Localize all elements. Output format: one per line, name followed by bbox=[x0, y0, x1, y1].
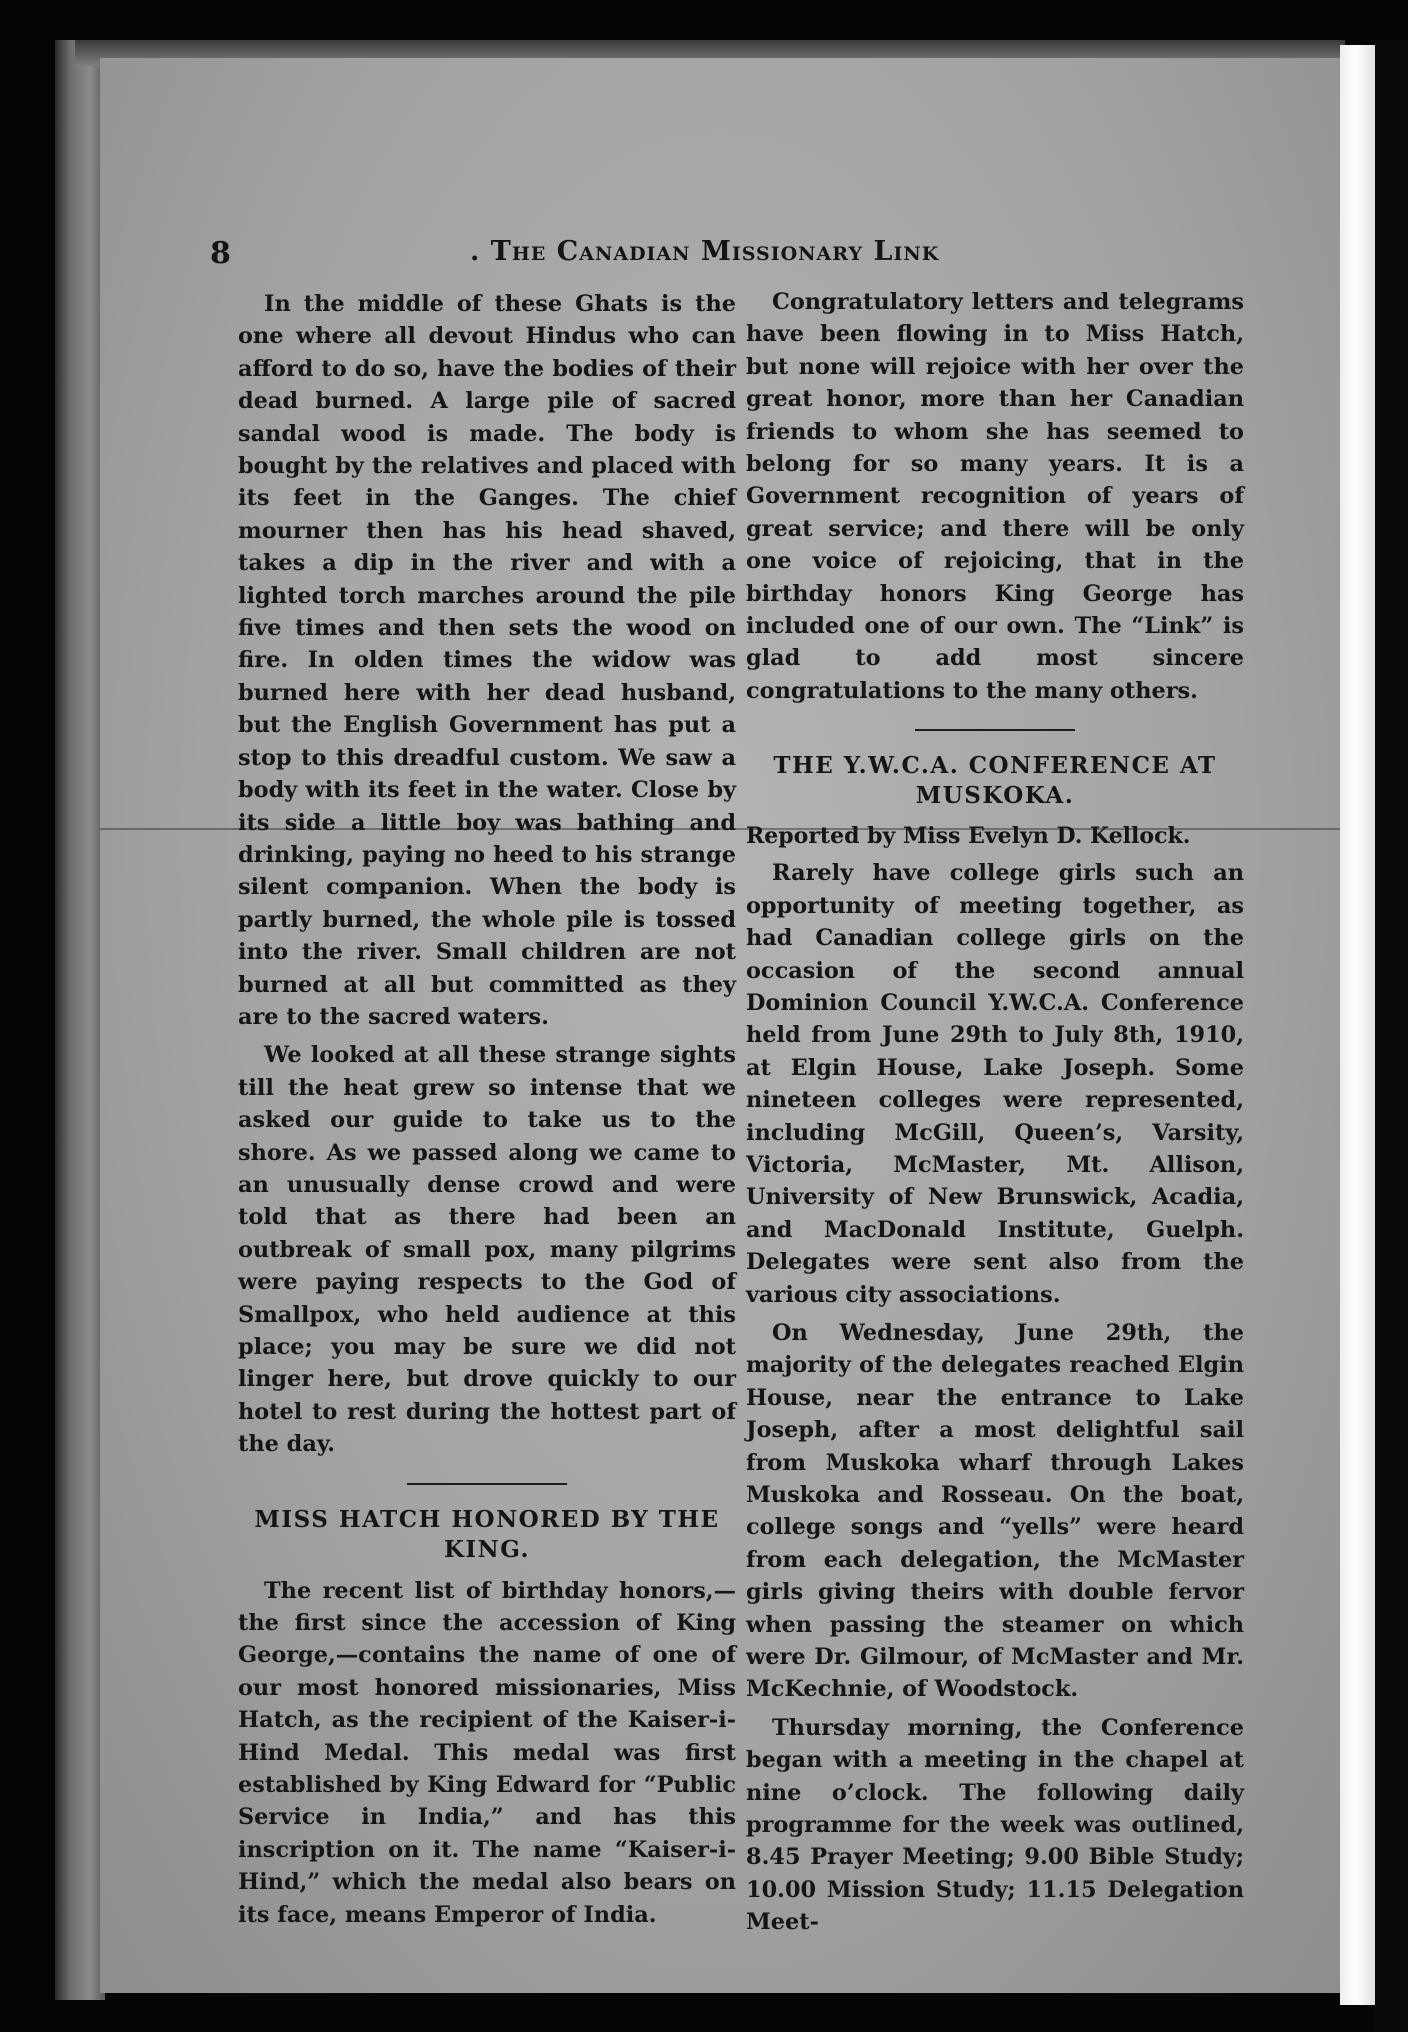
paragraph: Thursday morning, the Conference began with a meeting in the chapel at nine o’clock. The following daily programme for the week was outlined, 8.45 Prayer Meeting; 9.00 Bible Study; 10.00 Mission Study; 11.15 Delegation Meet- bbox=[746, 1714, 1244, 1936]
paragraph: The recent list of birthday honors,—the first since the accession of King George,—contains the name of one of our most honored missionaries, Miss Hatch, as the recipient of the Kaiser-i-Hind Medal. This medal was first established by King Edward for “Public Service in India,” and has this inscription on it. The name “Kaiser-i-Hind,” which the medal also bears on its face, means Emperor of India. bbox=[238, 1577, 736, 1928]
section-divider bbox=[915, 729, 1075, 731]
running-head: . The Canadian Missionary Link bbox=[470, 236, 940, 267]
article-title: MISS HATCH HONORED BY THE KING. bbox=[254, 1505, 720, 1563]
scan-border-right bbox=[1375, 40, 1408, 2032]
page-number: 8 bbox=[210, 236, 231, 271]
page-header bbox=[200, 236, 1260, 276]
paragraph: On Wednesday, June 29th, the majority of the delegates reached Elgin House, near the entrance to Lake Joseph, after a most delightful sail from Muskoka wharf through Lakes Muskoka and Rosseau. On the boat, college songs and “yells” were heard from each delegation, the McMaster girls giving theirs with double fervor when passing the steamer on which were Dr. Gilmour, of McMaster and Mr. McKechnie, of Woodstock. bbox=[746, 1319, 1244, 1703]
paragraph: Rarely have college girls such an opportunity of meeting together, as had Canadian college girls on the occasion of the second annual Dominion Council Y.W.C.A. Conference held from June 29th to July 8th, 1910, at Elgin House, Lake Joseph. Some nineteen colleges were represented, including McGill, Queen’s, Varsity, Victoria, McMaster, Mt. Allison, University of New Brunswick, Acadia, and MacDonald Institute, Guelph. Delegates were sent also from the various city associations. bbox=[746, 860, 1244, 1308]
paragraph: We looked at all these strange sights till the heat grew so intense that we asked our guide to take us to the shore. As we passed along we came to an unusually dense crowd and were told that as there had been an outbreak of small pox, many pilgrims were paying respects to the God of Smallpox, who held audience at this place; you may be sure we did not linger here, but drove quickly to our hotel to rest during the hottest part of the day. bbox=[238, 1042, 736, 1458]
paragraph: In the middle of these Ghats is the one where all devout Hindus who can afford to do so, have the bodies of their dead burned. A large pile of sacred sandal wood is made. The body is bought by the relatives and placed with its feet in the Ganges. The chief mourner then has his head shaved, takes a dip in the river and with a lighted torch marches around the pile five times and then sets the wood on fire. In olden times the widow was burned here with her dead husband, but the English Government has put a stop to this dreadful custom. We saw a body with its feet in the water. Close by its side a little boy was bathing and drinking, paying no heed to his strange silent companion. When the body is partly burned, the whole pile is tossed into the river. Small children are not burned at all but committed as they are to the sacred waters. bbox=[238, 291, 736, 1030]
article-byline: Reported by Miss Evelyn D. Kellock. bbox=[746, 823, 1191, 850]
scan-edge-right bbox=[1340, 45, 1380, 2005]
paragraph: Congratulatory letters and telegrams have been flowing in to Miss Hatch, but none will rejoice with her over the great honor, more than her Canadian friends to whom she has seemed to belong for so many years. It is a Government recognition of years of great service; and there will be only one voice of rejoicing, that in the birthday honors King George has included one of our own. The “Link” is glad to add most sincere congratulations to the many others. bbox=[746, 289, 1244, 704]
article-title: THE Y.W.C.A. CONFERENCE AT MUSKOKA. bbox=[773, 752, 1217, 810]
scan-frame-left bbox=[55, 40, 105, 2000]
left-column bbox=[238, 288, 736, 1931]
right-column bbox=[746, 286, 1244, 1939]
section-divider bbox=[407, 1483, 567, 1485]
